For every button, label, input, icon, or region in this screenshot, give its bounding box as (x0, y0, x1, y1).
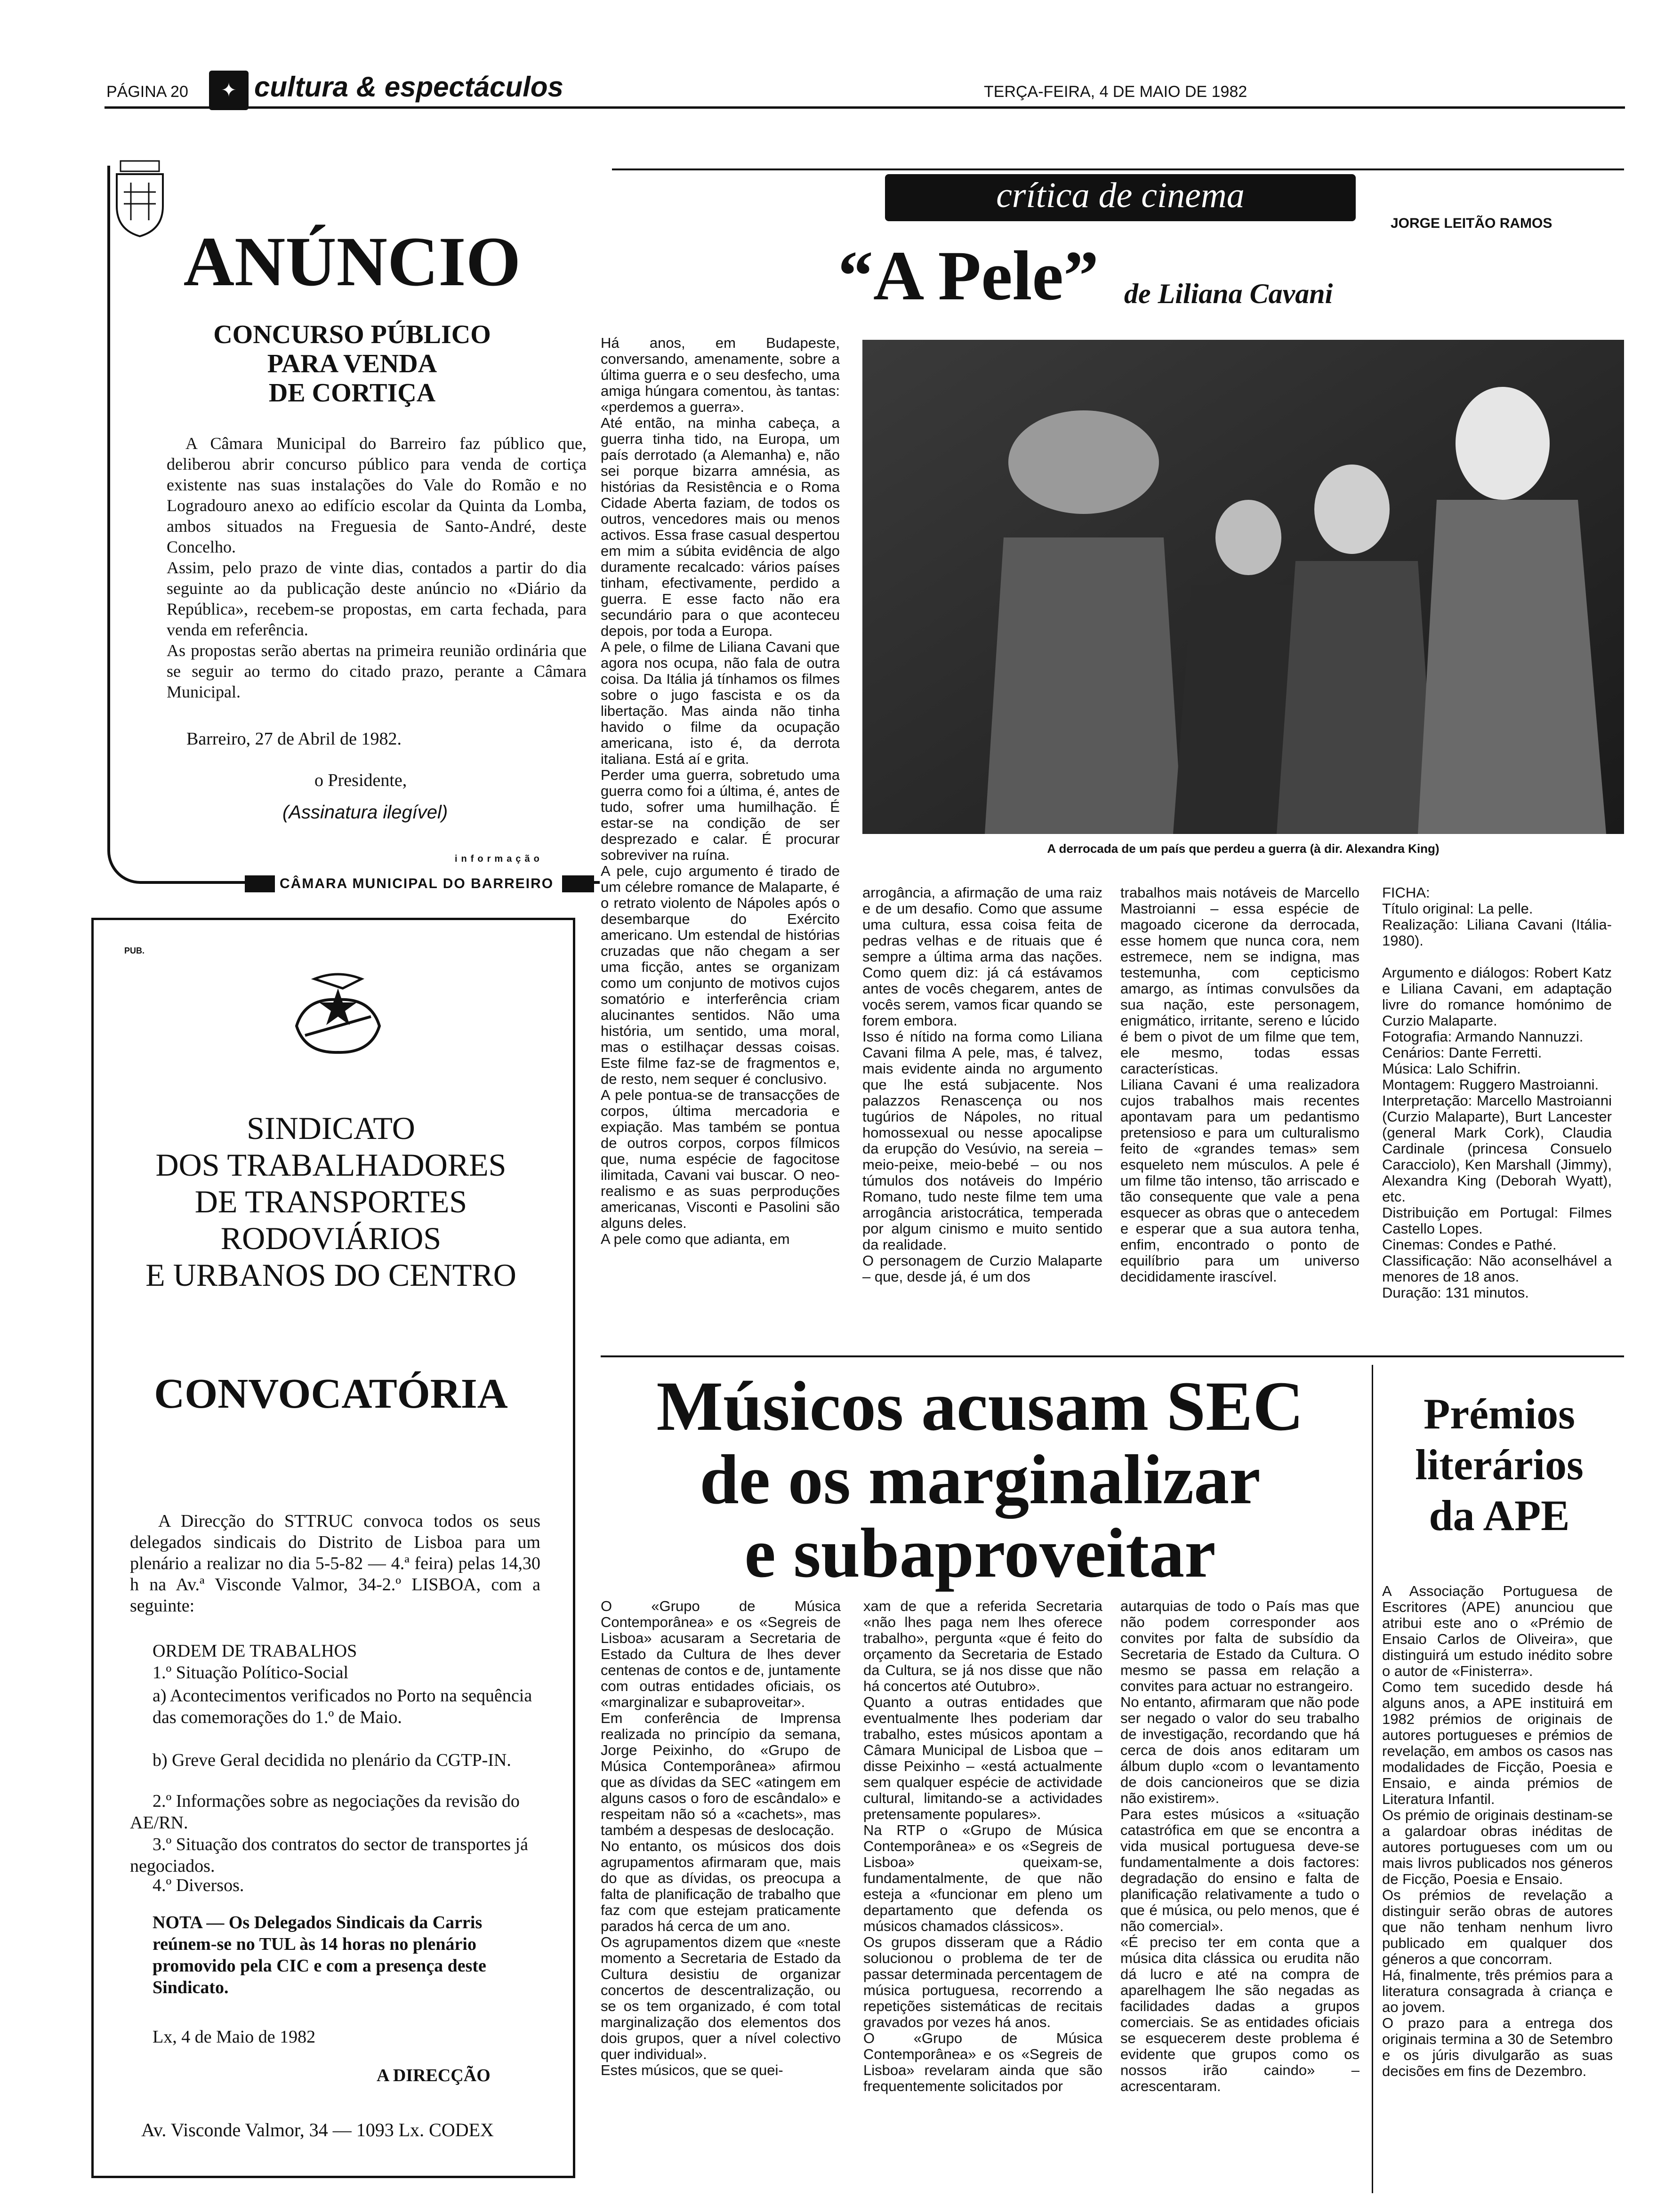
convocatoria-nota: NOTA — Os Delegados Sindicais da Carris reúnem-se no TUL às 14 horas no plenário promovido pela CIC e com a presença deste Sindicato. (153, 1913, 486, 1997)
convocatoria-intro: A Direcção do STTRUC convoca todos os seus delegados sindicais do Distrito de Lisboa para um plenário a realizar no dia 5-5-82 — 4.ª feira) pelas 14,30 h na Av.ª Visconde Valmor, 34-2.º LISBOA, com a seguinte: (130, 1511, 540, 1616)
critica-banner-text: crítica de cinema (996, 176, 1245, 215)
anuncio-title: ANÚNCIO (183, 223, 521, 301)
critica-photo (862, 340, 1624, 834)
critica-title: “A Pele” (838, 237, 1099, 315)
critica-ficha: FICHA: Título original: La pelle. Realização: Liliana Cavani (Itália-1980). Argumento e diálogos: Robert Katz e Liliana Cavani, em adaptação livre do romance homónimo de Curzio Malaparte. Fotografia: Armando Nannuzzi. Cenários: Dante Ferretti. Música: Lalo Schifrin. Montagem: Ruggero Mastroianni. Interpretação: Marcello Mastroianni (Curzio Malaparte), Burt Lancester (general Mark Cork), Claudia Cardinale (princesa Consuelo Caracciolo), Ken Marshall (Jimmy), Alexandra King (Deborah Wyatt), etc. Distribuição em Portugal: Filmes Castello Lopes. Cinemas: Condes e Pathé. Classificação: Não aconselhável a menores de 18 anos. Duração: 131 minutos. (1382, 885, 1612, 1301)
premios-headline: Prémios literários da APE (1415, 1390, 1584, 1539)
ordem-item-4: 4.º Diversos. (153, 1875, 244, 1895)
critica-col-1: Há anos, em Budapeste, conversando, amenamente, sobre a última guerra e o seu desfecho, uma amiga húngara comentou, às tantas: «perdemos a guerra». Até então, na minha cabeça, a guerra tinha tido, na Europa, um país derrotado (a Alemanha) e, não sei porque bizarra amnésia, as histórias da Resistência e o Roma Cidade Aberta faziam, de todos os outros, vencedores mais ou menos activos. Essa frase casual despertou em mim a súbita evidência de algo duramente recalcado: vários países tinham, efectivamente, perdido a guerra. E esse facto não era secundário para o que aconteceu depois, por toda a Europa. A pele, o filme de Liliana Cavani que agora nos ocupa, não fala de outra coisa. Da Itália já tínhamos os filmes sobre o jugo fascista e os da libertação. Mas ainda não tinha havido o filme da ocupação americana, isto é, da derrota italiana. Está aí e grita. Perder uma guerra, sobretudo uma guerra como foi a última, é, antes de tudo, sofrer uma humilhação. É estar-se na condição de ser desprezado e calar. É procurar sobreviver na ruína. A pele, cujo argumento é tirado de um célebre romance de Malaparte, é o retrato violento de Nápoles após o desembarque do Exército americano. Um estendal de histórias cruzadas que não chegam a ser uma ficção, antes se organizam como um conjunto de motivos cujos somatório e interferência criam alucinantes sentidos. Não uma história, um sentido, uma moral, mas o estilhaçar dessas coisas. Este filme faz-se de fragmentos e, de resto, nem sequer é conclusivo. A pele pontua-se de transacções de corpos, última mercadoria e expiação. Mas também se pontua de outros corpos, corpos fílmicos que, numa espécie de fagocitose ilimitada, Cavani vai buscar. O neo-realismo e as suas perproduções americanas, Visconti e Pasolini são alguns deles. A pele como que adianta, em (601, 335, 840, 1247)
page-date: TERÇA-FEIRA, 4 DE MAIO DE 1982 (984, 83, 1247, 101)
musicos-col-3: autarquias de todo o País mas que não podem corresponder aos convites por falta de subsídio da Secretaria de Estado da Cultura. O mesmo se passa em relação a convites para actuar no estrangeiro. No entanto, afirmaram que não pode ser negado o valor do seu trabalho de investigação, recordando que há cerca de dois anos editaram um álbum duplo «com o levantamento de dois cancioneiros que se dizia não existirem». Para estes músicos a «situação catastrófica em que se encontra a vida musical portuguesa deve-se fundamentalmente a dois factores: degradação do ensino e falta de planificação relativamente a tudo o que é música, ou pelo menos, que é não comercial». «É preciso ter em conta que a música dita clássica ou erudita não dá lucro e até na compra de aparelhagem lhe são negadas as facilidades dadas a grupos comerciais. Se as entidades oficiais se esquecerem deste problema é evidente que grupos como os nossos irão caindo» – acrescentaram. (1120, 1598, 1359, 2094)
convocatoria-signer: A DIRECÇÃO (377, 2066, 491, 2085)
musicos-col-2: xam de que a referida Secretaria «não lhes paga nem lhes oferece trabalho», pergunta «que é feito do orçamento da Secretaria de Estado da Cultura, se já nos disse que não há concertos até Outubro». Quanto a outras entidades que eventualmente lhes poderiam dar trabalho, estes músicos apontam a Câmara Municipal de Lisboa que – disse Peixinho – «está actualmente sem qualquer espécie de actividade cultural, limitando-se a actividades pretensamente populares». Na RTP o «Grupo de Música Contemporânea» e os «Segreis de Lisboa» queixam-se, fundamentalmente, de que não esteja a «funcionar em pleno um departamento que defenda os músicos chamados clássicos». Os grupos disseram que a Rádio solucionou o problema de ter de passar determinada percentagem de música portuguesa, recorrendo a repetições sistemáticas de recitais gravados por vezes há anos. O «Grupo de Música Contemporânea» e os «Segreis de Lisboa» revelaram ainda que são frequentemente solicitados por (863, 1598, 1102, 2094)
critica-top-rule (612, 168, 1624, 170)
ordem-item-3: 3.º Situação dos contratos do sector de transportes já negociados. (130, 1835, 528, 1876)
ordem-item-2: 2.º Informações sobre as negociações da revisão do AE/RN. (130, 1791, 520, 1833)
page-number: PÁGINA 20 (106, 83, 188, 101)
convocatoria-title: CONVOCATÓRIA (154, 1370, 508, 1417)
musicos-col-1: O «Grupo de Música Contemporânea» e os «Segreis de Lisboa» acusaram a Secretaria de Estado da Cultura de lhes dever centenas de contos e de, juntamente com outras entidades oficiais, os «marginalizar e subaproveitar». Em conferência de Imprensa realizada no princípio da semana, Jorge Peixinho, do «Grupo de Música Contemporânea» afirmou que as dívidas da SEC «atingem em alguns casos o foro de escândalo» e respeitam não só a «cachets», mas também a despesas de deslocação. No entanto, os músicos dos dois agrupamentos afirmaram que, mais do que as dívidas, os preocupa a falta de planificação de trabalho que faz com que estejam praticamente parados há cerca de um ano. Os agrupamentos dizem que «neste momento a Secretaria de Estado da Cultura desistiu de organizar concertos de descentralização, ou se os tem organizado, é com total marginalização dos elementos dos dois grupos, quer a nível colectivo quer individual». Estes músicos, que se quei- (601, 1598, 841, 2078)
critica-author: JORGE LEITÃO RAMOS (1391, 216, 1552, 231)
ordem-item-1b: b) Greve Geral decidida no plenário da CGTP-IN. (153, 1750, 511, 1770)
ordem-item-1: 1.º Situação Político-Social (153, 1663, 348, 1683)
critica-col-2: arrogância, a afirmação de uma raiz e de um desafio. Como que assume uma cultura, essa coisa feita de pedras velhas e de rituais que é sempre a última arma das nações. Como quem diz: já cá estávamos antes de vocês chegarem, antes de vocês serem, vamos ficar quando se forem embora. Isso é nítido na forma como Liliana Cavani filma A pele, mas, é talvez, mais evidente ainda no argumento que lhe está subjacente. Nos palazzos Renascença ou nos tugúrios de Nápoles, no ritual homossexual ou nesse apocalipse da erupção do Vesúvio, na sereia – meio-peixe, meio-bebé – ou nos túmulos dos notáveis do Império Romano, tudo neste filme tem uma arrogância aristocrática, temperada por algum cinismo e muito sentido da realidade. O personagem de Curzio Malaparte – que, desde já, é um dos (862, 885, 1102, 1285)
premios-divider (1372, 1365, 1373, 2193)
critica-photo-caption: A derrocada de um país que perdeu a guerra (à dir. Alexandra King) (1047, 842, 1440, 856)
critica-byline: de Liliana Cavani (1124, 278, 1333, 309)
sindicato-logo-icon (291, 970, 385, 1059)
critica-bottom-rule (601, 1355, 1624, 1357)
anuncio-footer-small: informação (455, 854, 543, 864)
header-rule (105, 106, 1625, 109)
convocatoria-place-date: Lx, 4 de Maio de 1982 (153, 2027, 316, 2047)
section-logo-icon: ✦ (209, 71, 249, 110)
ordem-item-1a: a) Acontecimentos verificados no Porto na sequência das comemorações do 1.º de Maio. (153, 1686, 532, 1727)
anuncio-place-date: Barreiro, 27 de Abril de 1982. (186, 729, 402, 749)
musicos-headline: Músicos acusam SEC de os marginalizar e subaproveitar (656, 1367, 1304, 1592)
section-title: cultura & espectáculos (254, 71, 563, 103)
anuncio-signature: (Assinatura ilegível) (282, 802, 448, 823)
premios-body: A Associação Portuguesa de Escritores (APE) anunciou que atribui este ano o «Prémio de Ensaio Carlos de Oliveira», que distinguirá um estudo inédito sobre o autor de «Finisterra». Como tem sucedido desde há alguns anos, a APE instituirá em 1982 prémios de originais de autores portugueses e prémios de revelação, em ambos os casos nas modalidades de Ficção, Poesia e Ensaio, e ainda prémios de Literatura Infantil. Os prémio de originais destinam-se a galardoar obras inéditas de autores portugueses com um ou mais livros publicados nos géneros de Ficção, Poesia e Ensaio. Os prémios de revelação a distinguir serão obras de autores que não tenham nenhum livro publicado em qualquer dos géneros a que concorram. Há, finalmente, três prémios para a literatura consagrada à criança e ao jovem. O prazo para a entrega dos originais termina a 30 de Setembro e os júris divulgarão as suas decisões em fins de Dezembro. (1382, 1583, 1613, 2079)
ordem-title: ORDEM DE TRABALHOS (153, 1641, 357, 1661)
pub-label: PUB. (124, 946, 145, 955)
critica-col-3: trabalhos mais notáveis de Marcello Mastroianni – essa espécie de magoado cicerone da derrocada, esse homem que nunca cora, nem estremece, nem se indigna, mas testemunha, com cepticismo amargo, as íntimas convulsões da sua nação, este personagem, enigmático, irritante, sereno e lúcido é bem o pivot de um filme que tem, ele mesmo, todas essas características. Liliana Cavani é uma realizadora cujos trabalhos mais recentes apontavam para um pedantismo pretensioso e para um culturalismo feito de «grandes temas» sem esqueleto nem músculos. A pele é um filme tão intenso, tão arriscado e tão consequente que vale a pena esquecer as obras que o antecedem e esperar que a sua autora tenha, enfim, encontrado o ponto de equilíbrio para um universo decididamente irascível. (1120, 885, 1359, 1285)
anuncio-footer: CÂMARA MUNICIPAL DO BARREIRO (275, 874, 562, 894)
anuncio-signer: o Presidente, (314, 770, 407, 790)
convocatoria-address: Av. Visconde Valmor, 34 — 1093 Lx. CODEX (141, 2119, 494, 2140)
anuncio-subtitle: CONCURSO PÚBLICO PARA VENDA DE CORTIÇA (213, 320, 491, 408)
sindicato-name: SINDICATO DOS TRABALHADORES DE TRANSPORTES RODOVIÁRIOS E URBANOS DO CENTRO (145, 1110, 516, 1293)
anuncio-body: A Câmara Municipal do Barreiro faz público que, deliberou abrir concurso público para venda de cortiça existente nas suas instalações do Vale do Romão e no Logradouro anexo ao edifício escolar da Quinta da Lomba, ambos situados na Freguesia de Santo-André, deste Concelho. Assim, pelo prazo de vinte dias, contados a partir do dia seguinte ao da publicação deste anúncio no «Diário da República», recebem-se propostas, em carta fechada, para venda em referência. As propostas serão abertas na primeira reunião ordinária que se seguir ao termo do citado prazo, perante a Câmara Municipal. (167, 434, 587, 701)
